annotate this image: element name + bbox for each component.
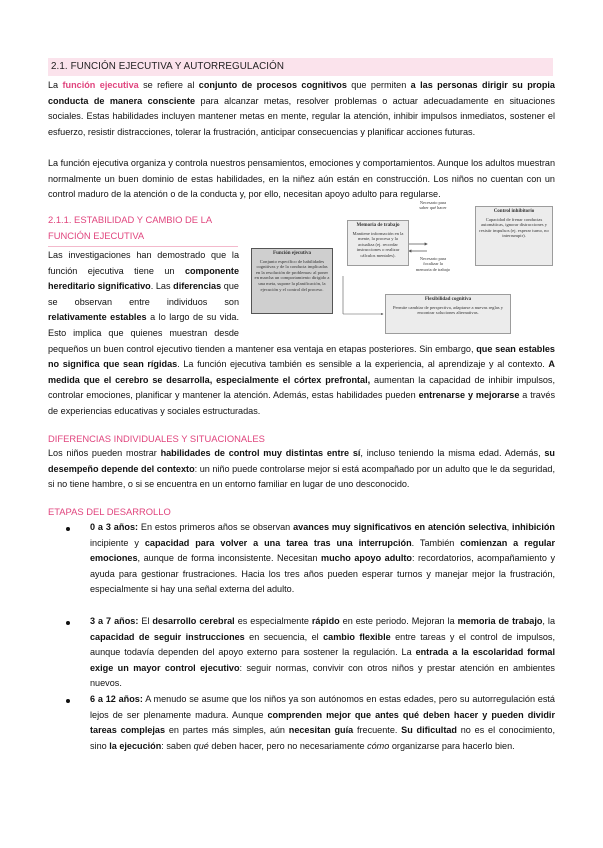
flexibility-box: Flexibilidad cognitiva Permite cambiar de perspectiva, adaptarse a nuevas reglas y encontrar soluciones alternativas.: [385, 294, 511, 334]
stages-heading: ETAPAS DEL DESARROLLO: [48, 506, 171, 517]
stage-item-6-12: 6 a 12 años: A menudo se asume que los niños ya son autónomos en estas edades, pero su autorregulación está lejos de ser plenamente madura. Aunque comprenden mejor que antes qué deben hacer y pueden dividir tareas complejas en partes más simples, aún necesitan guía frecuente. Su dificultad no es el conocimiento, sino la ejecución: saben qué deben hacer, pero no necesariamente cómo organizarse para hacerlo bien.: [90, 694, 555, 751]
term-highlight: función ejecutiva: [62, 80, 139, 90]
stage-item-0-3: 0 a 3 años: En estos primeros años se observan avances muy significativos en atención selectiva, inhibición incipiente y capacidad para volver a una tarea tras una interrupción. También comienzan a regular emociones, aunque de forma inconsistente. Necesitan mucho apoyo adulto: recordatorios, acompañamiento y ayuda para gestionar frustraciones. Hacia los tres años pueden esperar turnos y manejar mejor la frustración, especialmente si hay una señal externa del adulto.: [90, 522, 555, 595]
bullet-dot: [66, 699, 70, 703]
differences-heading: DIFERENCIAS INDIVIDUALES Y SITUACIONALES: [48, 433, 265, 444]
inhibitory-control-box: Control inhibitorio Capacidad de frenar conductas automáticas, ignorar distracciones y resistir impulsos (ej. esperar turno, no interrumpir).: [475, 206, 553, 266]
bottom-arrow-label: Necesario para focalizar la memoria de trabajo: [415, 256, 451, 272]
differences-paragraph: Los niños pueden mostrar habilidades de control muy distintas entre sí, incluso teniendo la misma edad. Además, su desempeño depende del contexto: un niño puede controlarse mejor si está acompañado por un adulto que le da seguridad, si no tiene hambre, o si se encuentra en un entorno familiar en lugar de uno desconocido.: [48, 448, 555, 490]
function-box: Función ejecutiva Conjunto específico de habilidades cognitivas y de la conducta implicadas en la resolución de problemas: al poner en marcha un comportamiento dirigido a una meta, supone la planificación, la ejecución y el control del proceso.: [251, 248, 333, 314]
stability-heading: 2.1.1. ESTABILIDAD Y CAMBIO DE LA FUNCIÓN EJECUTIVA: [48, 214, 213, 241]
intro-paragraph-2: La función ejecutiva organiza y controla nuestros pensamientos, emociones y comportamientos. Aunque los adultos muestran normalmente un buen dominio de estas habilidades, en la niñez aún están en construcción. Los niños no cuentan con un control maduro de la atención o de la conducta y, por ello, necesitan apoyo adulto para regularse.: [48, 158, 556, 200]
bullet-dot: [66, 621, 70, 625]
top-arrow-label: Necesario para saber qué hacer: [419, 200, 447, 211]
bullet-dot: [66, 527, 70, 531]
working-memory-box: Memoria de trabajo Mantiene información en la mente, la procesa y la actualiza (ej. recordar instrucciones o realizar cálculos mentales).: [347, 220, 409, 266]
executive-function-diagram: [243, 196, 556, 338]
stability-paragraph: Las investigaciones han demostrado que la función ejecutiva tiene un componente hereditario significativo. Las diferencias que se observan entre individuos son relativamente estables a lo largo de su vida. Esto implica que quienes muestran desde pequeños un buen control ejecutivo tienden a mantener esa ventaja en etapas posteriores. Sin embargo, que sean estables no significa que sean rígidas. La función ejecutiva también es sensible a la experiencia, al aprendizaje y al contexto. A medida que el cerebro se desarrolla, especialmente el córtex prefrontal, aumentan la capacidad de inhibir impulsos, controlar emociones, planificar y mantener la atención. Además, estas habilidades pueden entrenarse y mejorarse a través de experiencias educativas y sociales estructuradas.: [48, 250, 556, 416]
stage-item-3-7: 3 a 7 años: El desarrollo cerebral es especialmente rápido en este periodo. Mejoran la memoria de trabajo, la capacidad de seguir instrucciones en secuencia, el cambio flexible entre tareas y el control de impulsos, aunque todavía dependen del apoyo externo para sostener la regulación. La entrada a la escolaridad formal exige un mayor control ejecutivo: seguir normas, convivir con otros niños y prestar atención en ambientes nuevos.: [90, 616, 556, 689]
heading-rule: [48, 246, 238, 247]
section-title: 2.1. FUNCIÓN EJECUTIVA Y AUTORREGULACIÓN: [48, 58, 553, 76]
intro-paragraph: La función ejecutiva se refiere al conjunto de procesos cognitivos que permiten a las personas dirigir su propia conducta de manera consciente para alcanzar metas, resolver problemas o actuar adecuadamente en situaciones sociales. Estas habilidades incluyen mantener metas en mente, regular la atención, inhibir impulsos inmediatos, sostener el esfuerzo, resistir distracciones, tolerar la frustración, anticipar consecuencias y planificar acciones futuras.: [48, 80, 555, 137]
